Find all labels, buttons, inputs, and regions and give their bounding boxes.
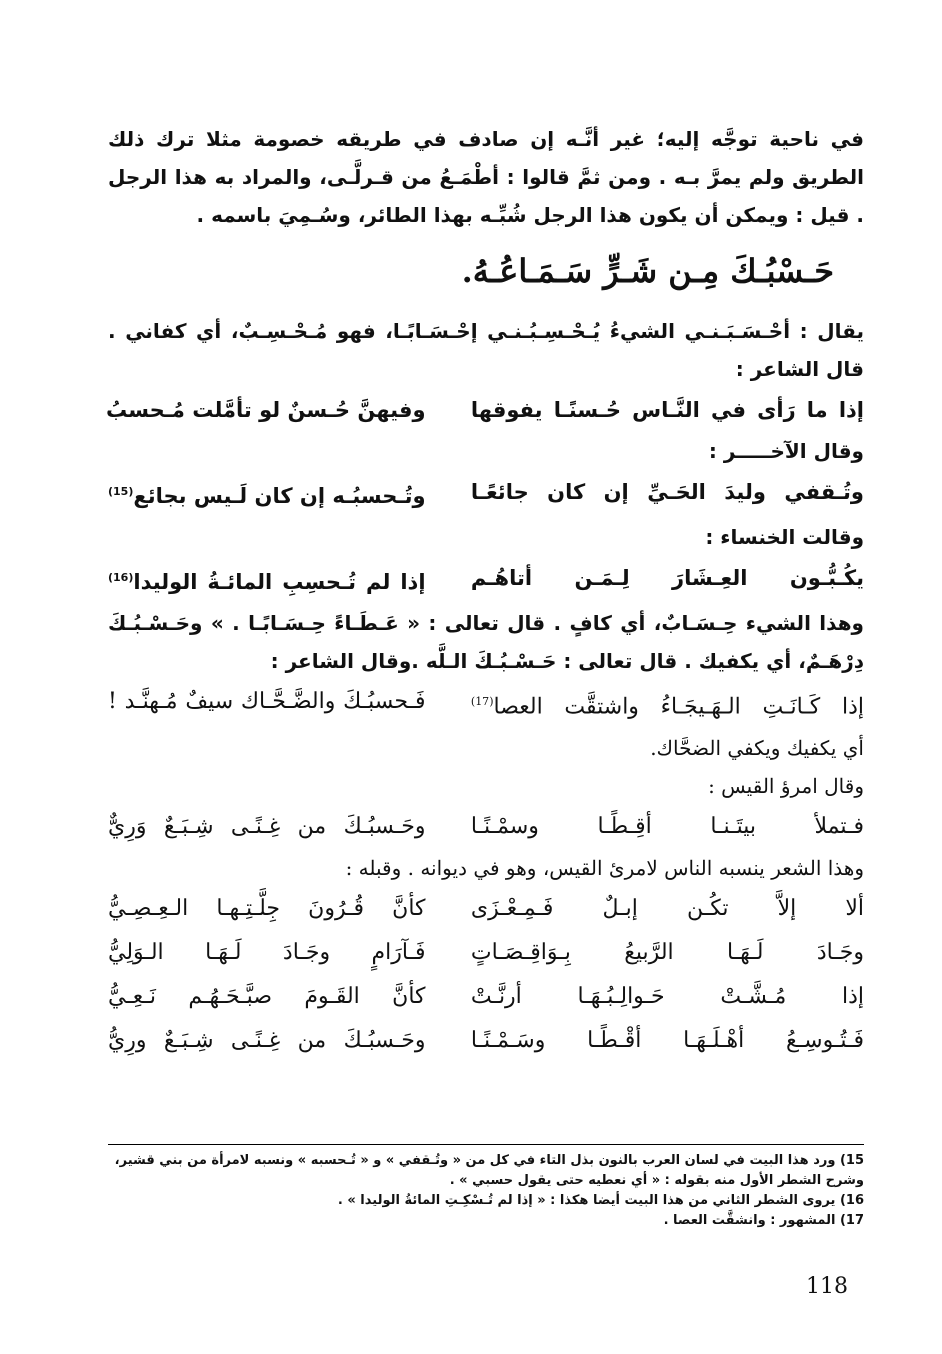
verse-intro-other: وقال الآخـــــر : xyxy=(708,439,864,463)
verse-hemistich-first: إذا ما رَأى في النَّـاس حُـسنًـا يفوقها xyxy=(470,398,864,422)
verse-2 xyxy=(108,470,864,518)
verse-hemistich-second: كأنَّ القَـومَ صبَّـحَـهُـم نَـعِـيُّ xyxy=(108,984,426,1010)
poem-verse xyxy=(108,931,864,975)
poem xyxy=(108,887,864,1063)
intro-line: هذا الرجل شُبِّـه بهذا الطائر، وسُـمِيَ باسمه . xyxy=(196,203,632,227)
verse-text: إذا لم تُـحسِبِ المائـةُ الوليدا xyxy=(133,570,426,594)
verse-3 xyxy=(108,556,864,604)
intro-line: في ناحية توجَّه إليه؛ غير أنَّـه إن صادف في طريقه خصومة مثلا ترك ذلك الطريق ولم xyxy=(108,127,864,189)
page-number: 118 xyxy=(806,1274,848,1299)
verse-hemistich-first: إذا مُـشَّـتْ حَـوالِـبُـهَـا أرنَّـتْ xyxy=(470,984,864,1010)
verse-hemistich-second: فَـآرَامٍ وجَـادَ لَـهَـا الـوَلِيُّ xyxy=(108,940,426,966)
verse-explanation: أي يكفيك ويكفي الضحَّاك. xyxy=(650,736,864,761)
footnote-15: 15) ورد هذا البيت في لسان العرب بالنون بذل التاء في كل من « وتُـقفي » و « تُـحسبه » ونسبه لامرأة من بني قشير، وشرح الشطر الأول منه بقوله : « أي نعطيه حتى يقول حسبي » . xyxy=(114,1153,864,1188)
verse-intro-khansa: وقالت الخنساء : xyxy=(705,525,864,549)
verse-hemistich-first: ألا إلاَّ تكُـن إبـلٌ فَـمِـعْـزَى xyxy=(470,896,864,922)
proverb-heading: حَـسْبُـكَ مِـن شَـرٍّ سَـمَـاعُـهُ. xyxy=(461,252,834,290)
verse-hemistich-second xyxy=(108,470,426,518)
poem-verse xyxy=(108,1019,864,1063)
verse-hemistich-first: يكُـبُّـون العِـشَارَ لِـمَـن أتاهُـم xyxy=(470,566,864,590)
verse-hemistich-second xyxy=(108,556,426,604)
verse-hemistich-first: وتُـقفي وليدَ الحَـيِّ إن كان جائعًـا xyxy=(470,480,864,504)
intro-line: يمرَّ بـه . ومن ثمَّ قالوا : أطْمَـعُ من قـرلَّـى، والمراد به هذا الرجل . قيل : ويمكن أن يكون xyxy=(108,165,864,227)
paragraph-hisab xyxy=(108,604,864,680)
paragraph-ahsabani: يقال : أحْـسَـبَـنـي الشيءُ يُـحْـسِـبُـنـي إحْـسَـابًـا، فهو مُـحْـسِـبٌ، أي كفاني . قال الشاعر : xyxy=(108,319,864,381)
verse-hemistich-first xyxy=(471,680,864,729)
verse-text: وتُـحسبُـه إن كان لَـيس بجائع xyxy=(133,484,426,508)
verse-4 xyxy=(108,680,864,729)
paragraph-attribution: وهذا الشعر ينسبه الناس لامرئ القيس، وهو في ديوانه . وقبله : xyxy=(345,856,864,881)
verse-hemistich-second: كأنَّ قُـرُونَ جِلَّـتِـهـا الـعِـصِـيُّ xyxy=(108,896,426,922)
verse-hemistich-second: وحَـسبُـكَ من غِـنًـى شِـبَـعٌ ورِيُّ xyxy=(108,1028,426,1054)
footnote-ref: (16) xyxy=(108,571,134,584)
footnotes xyxy=(108,1144,864,1231)
paragraph-line: وهذا الشيء حِـسَـابٌ، أي كافٍ . قال تعالى : « عَـطَـاءً حِـسَـابًـا . » وحَـسْـبُـكَ xyxy=(108,611,864,635)
verse-1 xyxy=(108,388,864,432)
verse-text: إذا كَـانَـتِ الـهَـيجَـاءُ واشتقَّت العصا xyxy=(493,694,864,720)
footnote-ref: (15) xyxy=(108,485,134,498)
paragraph-line: دِرْهَـمٌ، أي يكفيك . قال تعالى : حَـسْـبُـكَ الـلَّه .وقال الشاعر : xyxy=(270,649,864,673)
page-body xyxy=(108,120,864,1063)
footnote-16: 16) يروى الشطر الثاني من هذا البيت أيضا هكذا : « إذا لم تُـسْكِـتِ المائةُ الوليدا » . xyxy=(337,1193,864,1208)
verse-hemistich-first: وجَـادَ لَـهَـا الرَّبيعُ بِـوَاقِـصَـاتٍ xyxy=(470,940,864,966)
footnote-ref: (17) xyxy=(470,695,494,708)
verse-hemistich-first: فـتملأ بيتَـنـا أقِـطًـا وسمْـنًـا xyxy=(470,814,864,840)
verse-hemistich-second: فَـحسبُـكَ والضَّـحَّـاك سيفٌ مُـهنَّـد ! xyxy=(108,689,426,714)
verse-5 xyxy=(108,805,864,849)
verse-hemistich-first: فَـتُـوسِـعُ أهْـلَـهَـا أقْـطًـا وسَـمْـنًـا xyxy=(470,1028,864,1054)
verse-hemistich-second: وحَـسبُـكَ من غِـنًـى شِـبَـعٌ وَرِيٌّ xyxy=(108,814,426,840)
poem-verse xyxy=(108,887,864,931)
footnote-17: 17) المشهور : وانشقَّت العصا . xyxy=(663,1213,864,1228)
verse-hemistich-second: وفيهنَّ حُـسنٌ لو تأمَّلت مُـحسبُ xyxy=(106,398,426,422)
intro-paragraph xyxy=(108,120,864,234)
poem-verse xyxy=(108,975,864,1019)
verse-intro-imru: وقال امرؤ القيس : xyxy=(708,774,864,799)
